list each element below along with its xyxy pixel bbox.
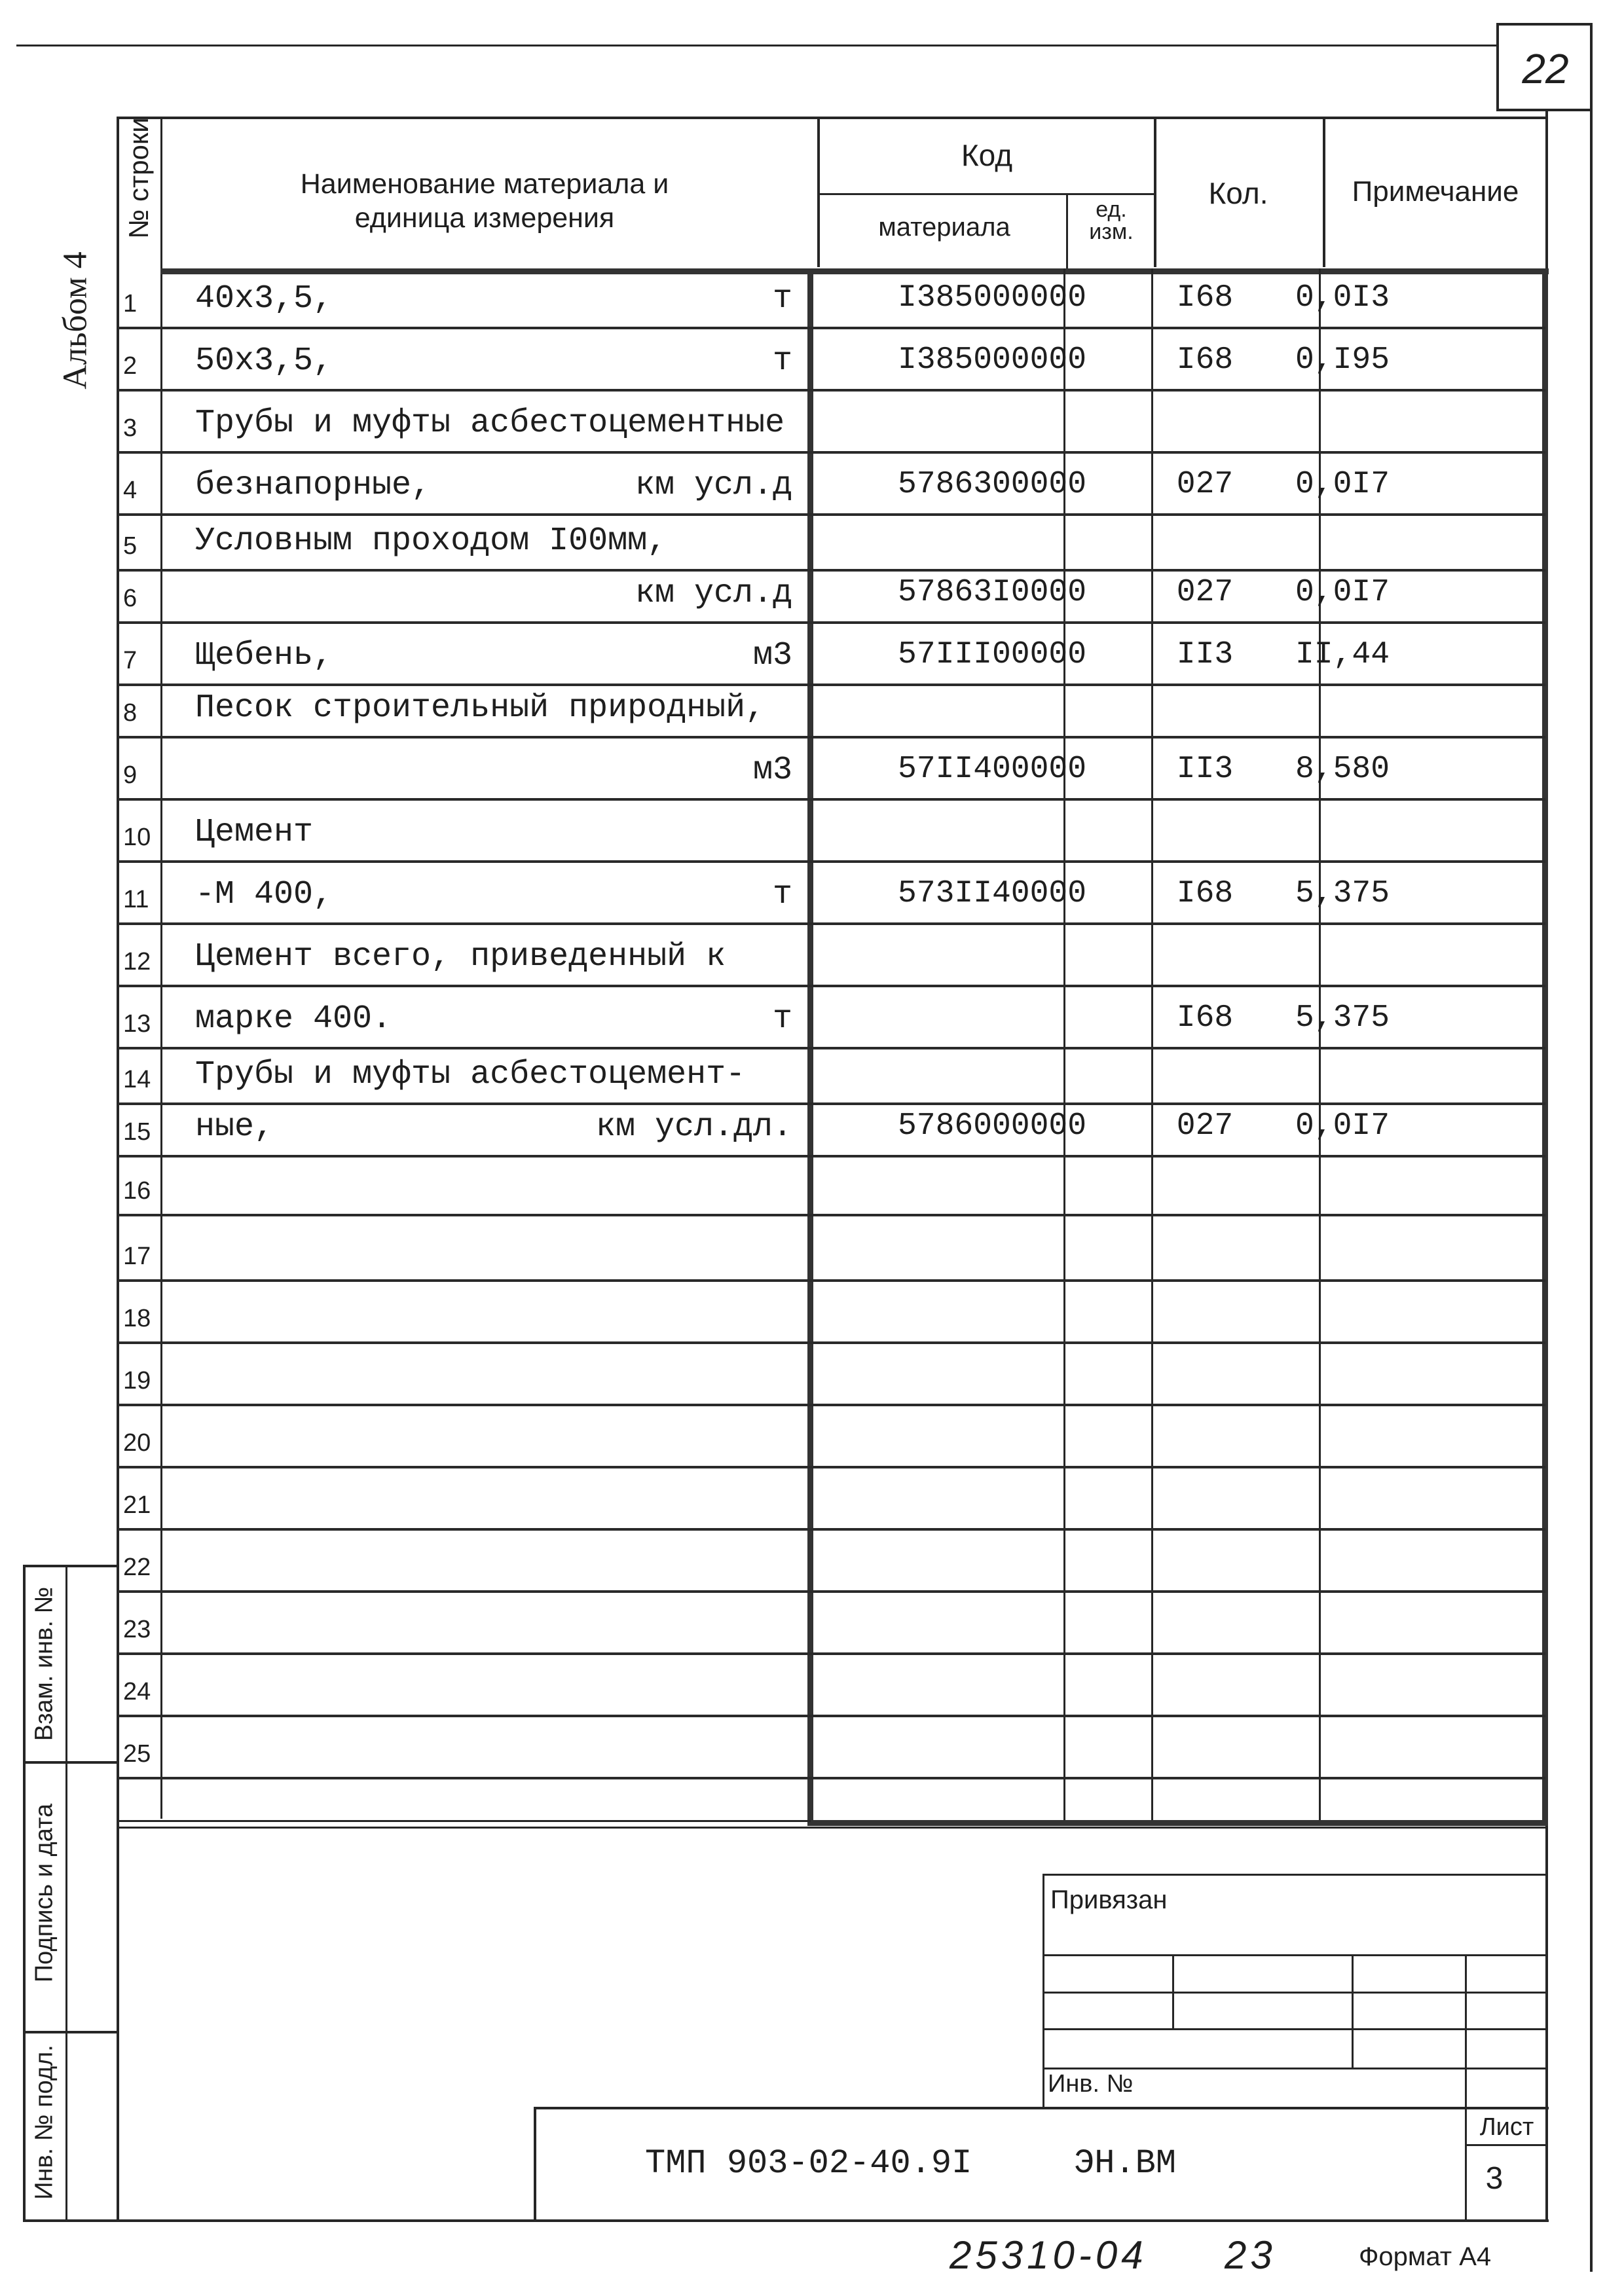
frame-top-line: [117, 117, 1548, 119]
material-name: Щебень,: [195, 637, 333, 674]
privyazan-top: [1043, 1874, 1547, 1876]
table-row: [118, 454, 1545, 516]
table-row: [118, 1216, 1545, 1282]
row-number: 3: [123, 414, 138, 442]
table-row: [118, 1593, 1545, 1655]
corner-box-left: [1496, 23, 1499, 111]
sheet-label-line: [1465, 2144, 1547, 2146]
unit-text: т: [772, 342, 792, 380]
material-code-cell: 57863I0000: [897, 575, 1087, 610]
material-name: марке 400.: [195, 1000, 392, 1038]
corner-box-top: [1496, 23, 1593, 26]
privyazan-col-1: [1172, 1954, 1174, 2028]
material-name: Условным проходом I00мм,: [195, 522, 667, 560]
row-number: 25: [123, 1740, 151, 1768]
privyazan-grid-2: [1043, 1992, 1547, 1994]
corner-box-right: [1590, 23, 1593, 111]
header-row-number: № строки: [123, 117, 154, 239]
quantity-cell: II,44: [1295, 637, 1390, 672]
quantity-cell: 8,580: [1295, 752, 1390, 787]
privyazan-col-2: [1352, 1954, 1354, 2068]
table-row: [118, 1531, 1545, 1593]
table-row: [118, 1406, 1545, 1468]
header-note: Примечание: [1352, 175, 1519, 208]
table-row: [118, 624, 1545, 686]
material-name: безнапорные,: [195, 467, 432, 504]
doc-code-left: [534, 2107, 536, 2221]
table-row: [118, 1344, 1545, 1406]
quantity-cell: 0,0I3: [1295, 280, 1390, 316]
material-code-cell: 5786000000: [897, 1108, 1087, 1144]
unit-text: км усл.д: [635, 575, 792, 612]
stamp-inner-line: [65, 1565, 67, 2221]
row-number: 11: [123, 886, 149, 913]
table-row: [118, 1655, 1545, 1717]
row-number: 21: [123, 1491, 151, 1519]
unit-text: м3: [752, 752, 792, 789]
privyazan-grid-4: [1043, 2068, 1547, 2069]
row-divider: [118, 1777, 1545, 1779]
quantity-cell: 0,0I7: [1295, 575, 1390, 610]
table-row: [118, 1717, 1545, 1779]
row-number: 13: [123, 1010, 151, 1038]
unit-text: т: [772, 1000, 792, 1038]
row-number: 1: [123, 290, 138, 318]
table-row: [118, 1468, 1545, 1531]
unit-code-cell: I68: [1176, 876, 1234, 911]
material-name: 50х3,5,: [195, 342, 333, 380]
unit-code-cell: I68: [1176, 280, 1234, 316]
unit-text: м3: [752, 637, 792, 674]
material-name: Песок строительный природный,: [195, 689, 766, 727]
header-code-material: материала: [878, 213, 1010, 242]
top-edge-line: [16, 45, 1496, 46]
header-name-line2: единица измерения: [354, 202, 615, 234]
page-right-edge: [1590, 111, 1593, 2272]
table-row: [118, 274, 1545, 329]
table-row: [118, 686, 1545, 738]
material-name: 40х3,5,: [195, 280, 333, 318]
material-code-cell: 5786300000: [897, 467, 1087, 502]
bottom-handwritten-number: 25310-04: [950, 2233, 1147, 2277]
row-number: 18: [123, 1305, 151, 1332]
header-code-unit-line1: ед.: [1096, 197, 1127, 222]
unit-code-cell: II3: [1176, 637, 1234, 672]
stamp-outer-left: [23, 1565, 26, 2221]
material-name: ные,: [195, 1108, 274, 1146]
material-code-cell: I385000000: [897, 280, 1087, 316]
unit-text: т: [772, 280, 792, 318]
privyazan-grid-3: [1043, 2028, 1547, 2030]
row-number: 14: [123, 1066, 151, 1093]
row-number: 7: [123, 647, 138, 674]
sheet-corner-number: 22: [1522, 45, 1569, 92]
privyazan-col-3: [1465, 1954, 1467, 2219]
inv-no-label: Инв. №: [1048, 2070, 1134, 2098]
sheet-label: Лист: [1479, 2113, 1534, 2141]
row-number: 24: [123, 1678, 151, 1705]
row-number: 2: [123, 352, 138, 380]
corner-box-bottom: [1496, 109, 1593, 111]
privyazan-grid-1: [1043, 1954, 1547, 1956]
quantity-cell: 0,0I7: [1295, 1108, 1390, 1144]
unit-code-cell: I68: [1176, 1000, 1234, 1036]
unit-text: км усл.д: [635, 467, 792, 504]
unit-code-cell: 027: [1176, 1108, 1234, 1144]
table-row: [118, 1282, 1545, 1344]
material-name: -М 400,: [195, 876, 333, 913]
table-row: [118, 738, 1545, 801]
row-number: 9: [123, 761, 138, 789]
material-code-cell: 57III00000: [897, 637, 1087, 672]
titleblock-top-line: [118, 1827, 1545, 1829]
unit-text: км усл.дл.: [595, 1108, 792, 1146]
unit-code-cell: 027: [1176, 575, 1234, 610]
quantity-cell: 0,0I7: [1295, 467, 1390, 502]
material-code-cell: 57II400000: [897, 752, 1087, 787]
material-name: Трубы и муфты асбестоцементные: [195, 405, 785, 442]
row-number: 8: [123, 699, 138, 727]
doc-code-top: [534, 2107, 1549, 2109]
row-number: 6: [123, 585, 138, 612]
material-name: Цемент: [195, 814, 314, 851]
row-number: 5: [123, 532, 138, 560]
table-row: [118, 801, 1545, 863]
row-number: 10: [123, 824, 151, 851]
unit-code-cell: II3: [1176, 752, 1234, 787]
document-code: ТМП 903-02-40.9I: [645, 2144, 972, 2183]
table-row: [118, 1157, 1545, 1216]
row-number: 16: [123, 1177, 151, 1205]
header-name: [164, 167, 805, 235]
row-number: 17: [123, 1243, 151, 1270]
table-row: [118, 1105, 1545, 1157]
album-label: Альбом 4: [56, 251, 94, 390]
material-code-cell: 573II40000: [897, 876, 1087, 911]
header-name-line1: Наименование материала и: [300, 168, 669, 200]
header-code: Код: [961, 138, 1013, 172]
table-row: [118, 392, 1545, 454]
row-number: 15: [123, 1118, 151, 1146]
table-row: [118, 516, 1545, 572]
header-code-unit-line2: изм.: [1089, 219, 1134, 244]
row-number: 12: [123, 948, 151, 975]
table-row: [118, 987, 1545, 1049]
table-row: [118, 863, 1545, 925]
row-number: 22: [123, 1554, 151, 1581]
unit-code-cell: I68: [1176, 342, 1234, 378]
stamp-podpis-data: Подпись и дата: [30, 1803, 58, 1983]
material-name: Трубы и муфты асбестоцемент-: [195, 1056, 746, 1093]
row-number: 4: [123, 477, 138, 504]
row-number: 19: [123, 1367, 151, 1394]
quantity-cell: 5,375: [1295, 1000, 1390, 1036]
header-quantity: Кол.: [1208, 176, 1268, 210]
unit-text: т: [772, 876, 792, 913]
code-unit-divider: [1066, 193, 1068, 268]
frame-bottom-line: [23, 2219, 1549, 2222]
row-number: 23: [123, 1616, 151, 1643]
sheet-number: 3: [1485, 2161, 1504, 2196]
quantity-cell: 5,375: [1295, 876, 1390, 911]
unit-code-cell: 027: [1176, 467, 1234, 502]
left-bottom-row-line: [117, 1820, 811, 1822]
header-code-unit: [1069, 198, 1154, 243]
quantity-cell: 0,I95: [1295, 342, 1390, 378]
table-row: [118, 925, 1545, 987]
document-suffix: ЭН.ВМ: [1074, 2144, 1177, 2183]
stamp-vzam-inv: Взам. инв. №: [30, 1586, 58, 1741]
bottom-handwritten-number-2: 23: [1225, 2233, 1276, 2277]
body-bottom-thick: [807, 1820, 1548, 1826]
table-row: [118, 1049, 1545, 1105]
table-row: [118, 572, 1545, 624]
table-row: [118, 329, 1545, 392]
format-label: Формат А4: [1359, 2242, 1492, 2271]
stamp-inv-podl: Инв. № подл.: [30, 2045, 58, 2200]
privyazan-label: Привязан: [1050, 1886, 1168, 1914]
material-name: Цемент всего, приведенный к: [195, 938, 726, 975]
code-subheader-line: [817, 193, 1154, 195]
row-number: 20: [123, 1429, 151, 1457]
material-code-cell: I385000000: [897, 342, 1087, 378]
